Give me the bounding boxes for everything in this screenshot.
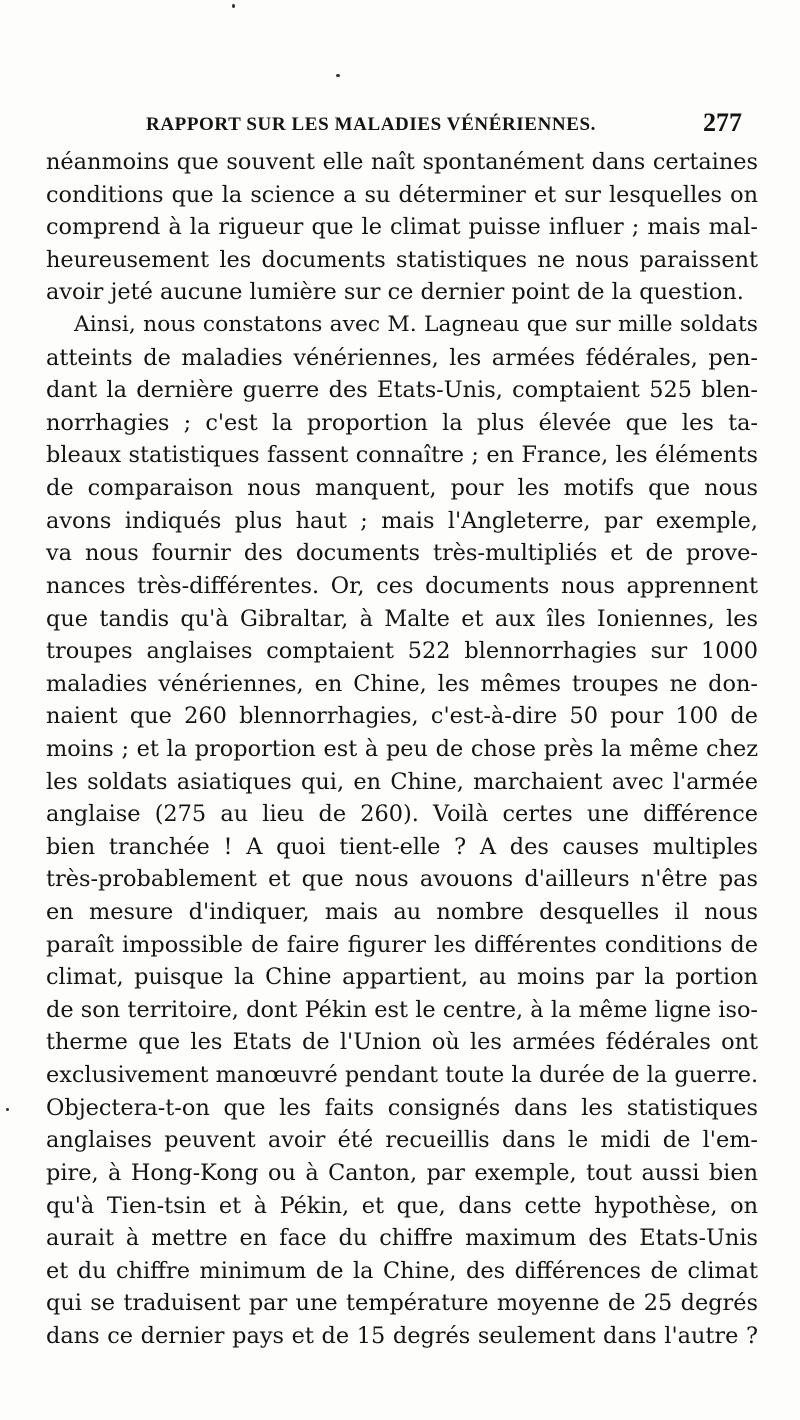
text-line: moins ; et la proportion est à peu de chose près la même chez	[46, 735, 758, 762]
text-line: naient que 260 blennorrhagies, c'est-à-dire 50 pour 100 de	[46, 703, 758, 730]
text-line: conditions que la science a su déterminer et sur lesquelles on	[46, 181, 758, 208]
text-line: comprend à la rigueur que le climat puisse influer ; mais mal-	[46, 214, 758, 241]
body-text	[46, 146, 758, 1353]
text-line: très-probablement et que nous avouons d'ailleurs n'être pas	[46, 866, 758, 893]
text-line: en mesure d'indiquer, mais au nombre desquelles il nous	[46, 899, 758, 926]
text-line: qu'à Tien-tsin et à Pékin, et que, dans cette hypothèse, on	[46, 1192, 758, 1219]
text-line: va nous fournir des documents très-multipliés et de prove-	[46, 540, 758, 567]
text-line: maladies vénériennes, en Chine, les mêmes troupes ne don-	[46, 670, 758, 697]
text-line: paraît impossible de faire figurer les différentes conditions de	[46, 931, 758, 958]
text-line: les soldats asiatiques qui, en Chine, marchaient avec l'armée	[46, 768, 758, 795]
text-line: bleaux statistiques fassent connaître ; en France, les éléments	[46, 442, 758, 469]
text-line: aurait à mettre en face du chiffre maximum des Etats-Unis	[46, 1225, 758, 1252]
text-line: heureusement les documents statistiques ne nous paraissent	[46, 246, 758, 273]
text-line: therme que les Etats de l'Union où les armées fédérales ont	[46, 1029, 758, 1056]
page-number: 277	[703, 108, 742, 137]
text-line: troupes anglaises comptaient 522 blennorrhagies sur 1000	[46, 638, 758, 665]
text-line: de son territoire, dont Pékin est le centre, à la même ligne iso-	[46, 996, 758, 1023]
print-speck	[6, 1108, 9, 1111]
text-line: Objectera-t-on que les faits consignés dans les statistiques	[46, 1094, 758, 1121]
text-line: Ainsi, nous constatons avec M. Lagneau que sur mille soldats	[74, 312, 758, 338]
text-line: norrhagies ; c'est la proportion la plus élevée que les ta-	[46, 409, 758, 436]
text-line: que tandis qu'à Gibraltar, à Malte et aux îles Ioniennes, les	[46, 605, 758, 632]
text-line: anglaises peuvent avoir été recueillis dans le midi de l'em-	[46, 1127, 758, 1154]
text-line: qui se traduisent par une température moyenne de 25 degrés	[46, 1290, 758, 1317]
text-line: atteints de maladies vénériennes, les armées fédérales, pen-	[46, 344, 758, 371]
text-line: de comparaison nous manquent, pour les motifs que nous	[46, 475, 758, 502]
text-line: nances très-différentes. Or, ces documents nous apprennent	[46, 572, 758, 599]
text-line: avons indiqués plus haut ; mais l'Angleterre, par exemple,	[46, 507, 758, 534]
print-speck	[336, 74, 340, 77]
print-speck	[232, 4, 235, 8]
running-header	[46, 108, 758, 142]
text-line: et du chiffre minimum de la Chine, des différences de climat	[46, 1257, 758, 1284]
text-line: avoir jeté aucune lumière sur ce dernier point de la question.	[46, 279, 744, 306]
text-line: dant la dernière guerre des Etats-Unis, comptaient 525 blen-	[46, 377, 758, 404]
text-line: climat, puisque la Chine appartient, au moins par la portion	[46, 964, 758, 991]
running-head-title: RAPPORT SUR LES MALADIES VÉNÉRIENNES.	[146, 114, 597, 135]
text-line: néanmoins que souvent elle naît spontanément dans certaines	[46, 149, 758, 175]
text-line: bien tranchée ! A quoi tient-elle ? A des causes multiples	[46, 833, 758, 860]
text-line: exclusivement manœuvré pendant toute la durée de la guerre.	[46, 1062, 759, 1089]
text-line: pire, à Hong-Kong ou à Canton, par exemple, tout aussi bien	[46, 1159, 758, 1186]
text-line: dans ce dernier pays et de 15 degrés seulement dans l'autre ?	[46, 1322, 758, 1349]
text-line: anglaise (275 au lieu de 260). Voilà certes une différence	[46, 801, 758, 828]
